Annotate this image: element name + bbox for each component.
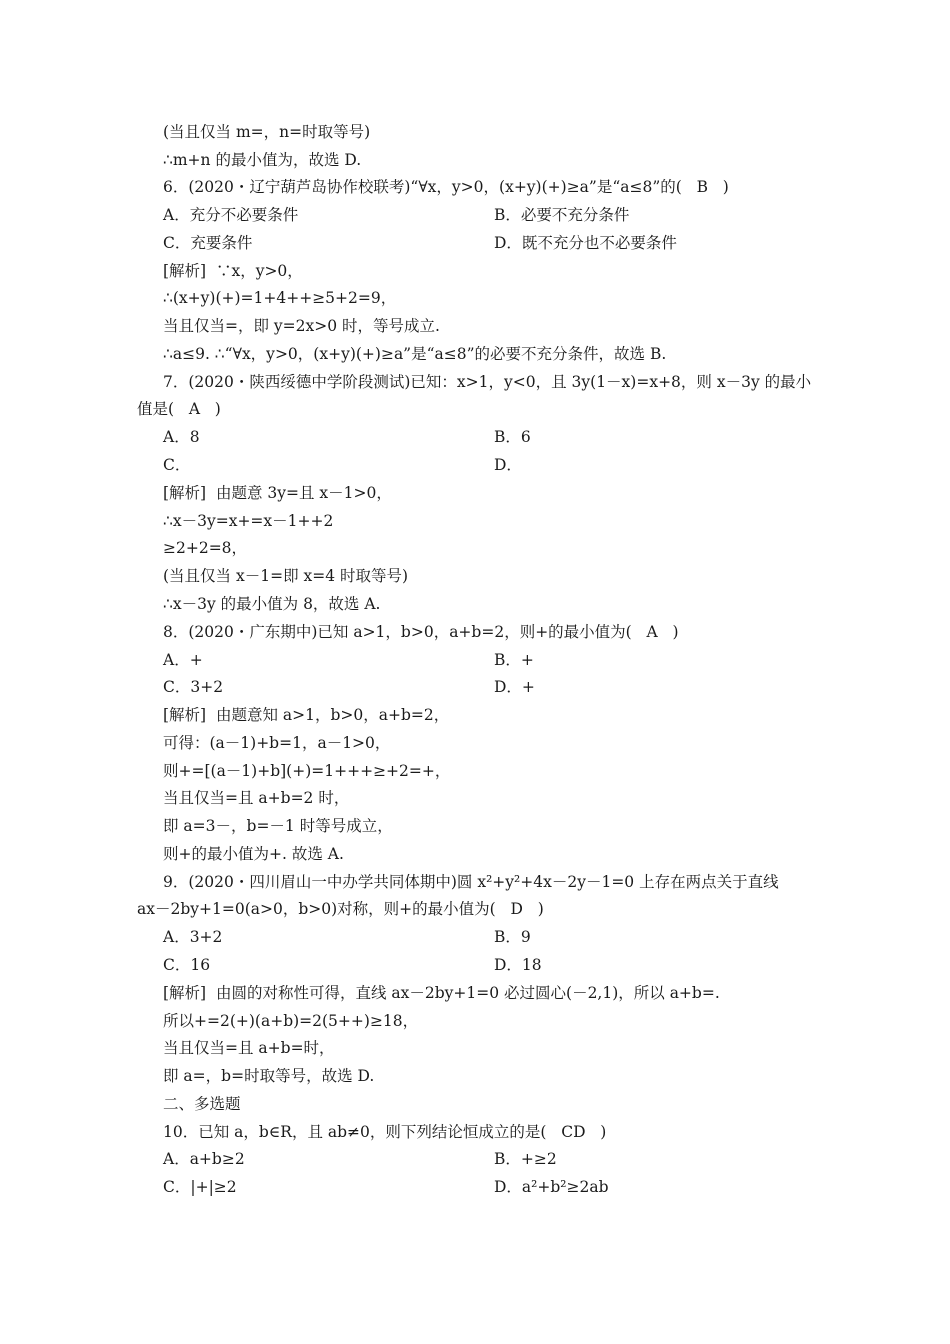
option-b: B．9 <box>494 928 531 946</box>
text-line <box>0 341 950 367</box>
solution-text: ∴x－3y 的最小值为 8，故选 A. <box>163 595 381 613</box>
options-row <box>0 924 950 950</box>
option-a: A．3+2 <box>163 928 223 946</box>
question-7 <box>0 369 950 395</box>
text-line <box>0 758 950 784</box>
solution-text: 即 a=3－，b=－1 时等号成立， <box>163 817 393 835</box>
text-line <box>0 313 950 339</box>
question-stem: 9．(2020・四川眉山一中办学共同体期中)圆 x²+y²+4x－2y－1=0 上存在两点关于直线 <box>163 873 779 891</box>
solution-text: 当且仅当=且 a+b=时， <box>163 1039 335 1057</box>
option-a: A．a+b≥2 <box>163 1150 245 1168</box>
option-d: D．+ <box>494 678 535 696</box>
option-d: D． <box>494 456 522 474</box>
option-c: C．|+|≥2 <box>163 1178 237 1196</box>
solution-text: 则+的最小值为+. 故选 A. <box>163 845 344 863</box>
solution-text: ∴x－3y=x+=x－1++2 <box>163 512 334 530</box>
text-line <box>0 702 950 728</box>
options-row <box>0 952 950 978</box>
solution-text: 当且仅当=，即 y=2x>0 时，等号成立. <box>163 317 440 335</box>
question-stem-cont: ax－2by+1=0(a>0，b>0)对称，则+的最小值为( D ) <box>137 900 544 918</box>
option-b: B．6 <box>494 428 531 446</box>
analysis-label: [解析] ∵x，y>0， <box>163 262 303 280</box>
option-a: A．+ <box>163 651 203 669</box>
solution-text: ∴m+n 的最小值为，故选 D. <box>163 151 362 169</box>
option-b: B．+ <box>494 651 534 669</box>
options-row <box>0 202 950 228</box>
question-stem-cont: 值是( A ) <box>137 400 221 418</box>
option-c: C．16 <box>163 956 211 974</box>
option-a: A．8 <box>163 428 200 446</box>
solution-text: ≥2+2=8， <box>163 539 248 557</box>
text-line <box>0 896 950 922</box>
options-row <box>0 1174 950 1200</box>
text-line <box>0 508 950 534</box>
text-line <box>0 480 950 506</box>
question-9 <box>0 869 950 895</box>
options-row <box>0 647 950 673</box>
solution-text: (当且仅当 x－1=即 x=4 时取等号) <box>163 567 409 585</box>
text-line <box>0 591 950 617</box>
option-c: C．充要条件 <box>163 234 253 252</box>
text-line <box>0 730 950 756</box>
question-stem: 8．(2020・广东期中)已知 a>1，b>0，a+b=2，则+的最小值为( A ) <box>163 623 679 641</box>
options-row <box>0 674 950 700</box>
text-line <box>0 119 950 145</box>
text-line <box>0 1063 950 1089</box>
text-line <box>0 841 950 867</box>
text-line <box>0 396 950 422</box>
text-line <box>0 1008 950 1034</box>
solution-text: 则+=[(a－1)+b](+)=1+++≥+2=+， <box>163 762 451 780</box>
option-b: B．必要不充分条件 <box>494 206 630 224</box>
solution-text: 可得：(a－1)+b=1，a－1>0， <box>163 734 391 752</box>
text-line <box>0 285 950 311</box>
solution-text: 所以+=2(+)(a+b)=2(5++)≥18， <box>163 1012 419 1030</box>
analysis-label: [解析] 由题意知 a>1，b>0，a+b=2， <box>163 706 450 724</box>
question-stem: 10．已知 a，b∈R，且 ab≠0，则下列结论恒成立的是( CD ) <box>163 1123 607 1141</box>
option-d: D．既不充分也不必要条件 <box>494 234 677 252</box>
analysis-label: [解析] 由圆的对称性可得，直线 ax－2by+1=0 必过圆心(－2,1)，所以 a+b=. <box>163 984 720 1002</box>
option-b: B．+≥2 <box>494 1150 557 1168</box>
solution-text: 即 a=，b=时取等号，故选 D. <box>163 1067 375 1085</box>
text-line <box>0 258 950 284</box>
solution-text: (当且仅当 m=，n=时取等号) <box>163 123 371 141</box>
text-line <box>0 785 950 811</box>
option-a: A．充分不必要条件 <box>163 206 299 224</box>
section-heading <box>0 1091 950 1117</box>
options-row <box>0 1146 950 1172</box>
text-line <box>0 1035 950 1061</box>
text-line <box>0 980 950 1006</box>
question-stem: 6．(2020・辽宁葫芦岛协作校联考)“∀x，y>0，(x+y)(+)≥a”是“a≤8”的( B ) <box>163 178 729 196</box>
solution-text: 当且仅当=且 a+b=2 时， <box>163 789 350 807</box>
option-c: C．3+2 <box>163 678 224 696</box>
question-10 <box>0 1119 950 1145</box>
options-row <box>0 424 950 450</box>
section-title: 二、多选题 <box>163 1095 241 1113</box>
solution-text: ∴a≤9. ∴“∀x，y>0，(x+y)(+)≥a”是“a≤8”的必要不充分条件，故选 B. <box>163 345 667 363</box>
analysis-label: [解析] 由题意 3y=且 x－1>0， <box>163 484 392 502</box>
text-line <box>0 535 950 561</box>
text-line <box>0 563 950 589</box>
question-stem: 7．(2020・陕西绥德中学阶段测试)已知：x>1，y<0，且 3y(1－x)=x+8，则 x－3y 的最小 <box>163 373 812 391</box>
options-row <box>0 230 950 256</box>
text-line <box>0 813 950 839</box>
question-6 <box>0 174 950 200</box>
solution-text: ∴(x+y)(+)=1+4++≥5+2=9， <box>163 289 397 307</box>
options-row <box>0 452 950 478</box>
text-line <box>0 147 950 173</box>
option-d: D．18 <box>494 956 542 974</box>
question-8 <box>0 619 950 645</box>
option-d: D．a²+b²≥2ab <box>494 1178 609 1196</box>
option-c: C． <box>163 456 191 474</box>
